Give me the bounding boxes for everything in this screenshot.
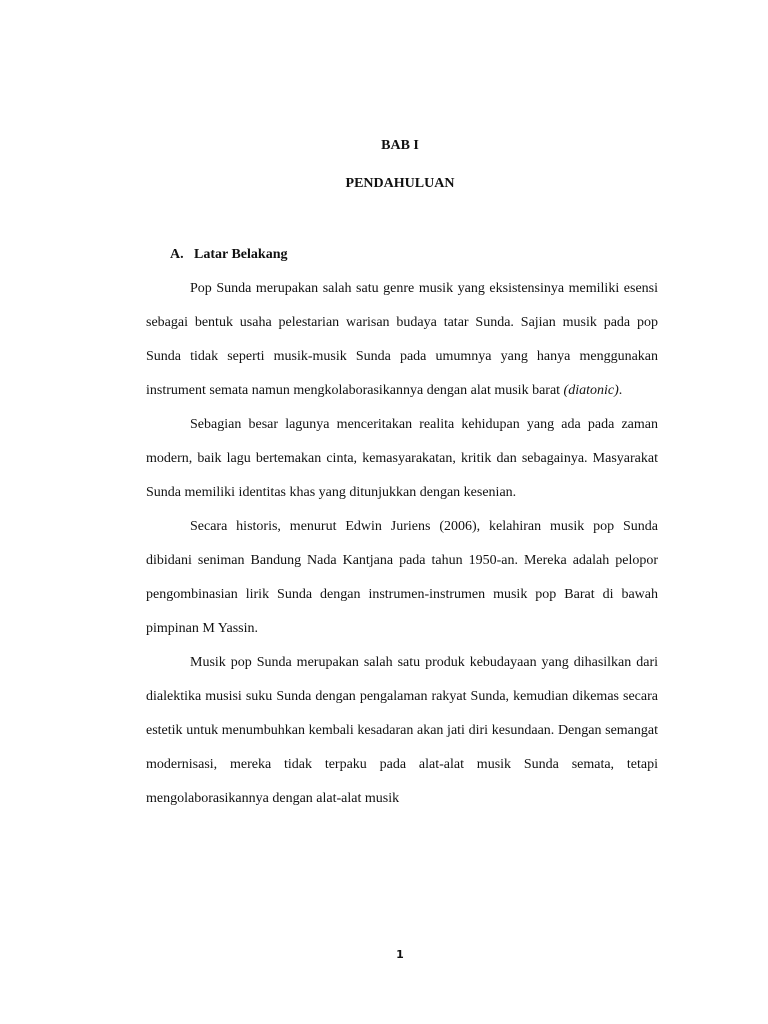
- chapter-number: BAB I: [381, 138, 419, 153]
- chapter-title: PENDAHULUAN: [345, 176, 455, 191]
- paragraph-3: Secara historis, menurut Edwin Juriens (2006), kelahiran musik pop Sunda dibidani seniman Bandung Nada Kantjana pada tahun 1950-an. Mereka adalah pelopor pengombinasian lirik Sunda dengan instrumen-instrumen musik pop Barat di bawah pimpinan M Yassin.: [146, 519, 658, 636]
- paragraph-2: Sebagian besar lagunya menceritakan realita kehidupan yang ada pada zaman modern, baik lagu bertemakan cinta, kemasyarakatan, kritik dan sebagainya. Masyarakat Sunda memiliki identitas khas yang ditunjukkan dengan kesenian.: [146, 417, 658, 500]
- section-title: Latar Belakang: [194, 247, 288, 262]
- page-number: 1: [396, 948, 404, 961]
- body-text: [146, 272, 658, 816]
- section-heading: [170, 247, 287, 263]
- paragraph-4: Musik pop Sunda merupakan salah satu produk kebudayaan yang dihasilkan dari dialektika musisi suku Sunda dengan pengalaman rakyat Sunda, kemudian dikemas secara estetik untuk menumbuhkan kembali kesadaran akan jati diri kesundaan. Dengan semangat modernisasi, mereka tidak terpaku pada alat-alat musik Sunda semata, tetapi mengolaborasikannya dengan alat-alat musik: [146, 655, 658, 806]
- paragraph-1: [146, 272, 658, 408]
- section-letter: A.: [170, 247, 184, 262]
- paragraph-1-italic-term: (diatonic): [563, 383, 619, 398]
- paragraph-1-end: .: [618, 383, 623, 398]
- paragraph-1-text: Pop Sunda merupakan salah satu genre musik yang eksistensinya memiliki esensi sebagai bentuk usaha pelestarian warisan budaya tatar Sunda. Sajian musik pada pop Sunda tidak seperti musik-musik Sunda pada umumnya yang hanya menggunakan instrument semata namun mengkolaborasikannya dengan alat musik barat: [146, 281, 658, 398]
